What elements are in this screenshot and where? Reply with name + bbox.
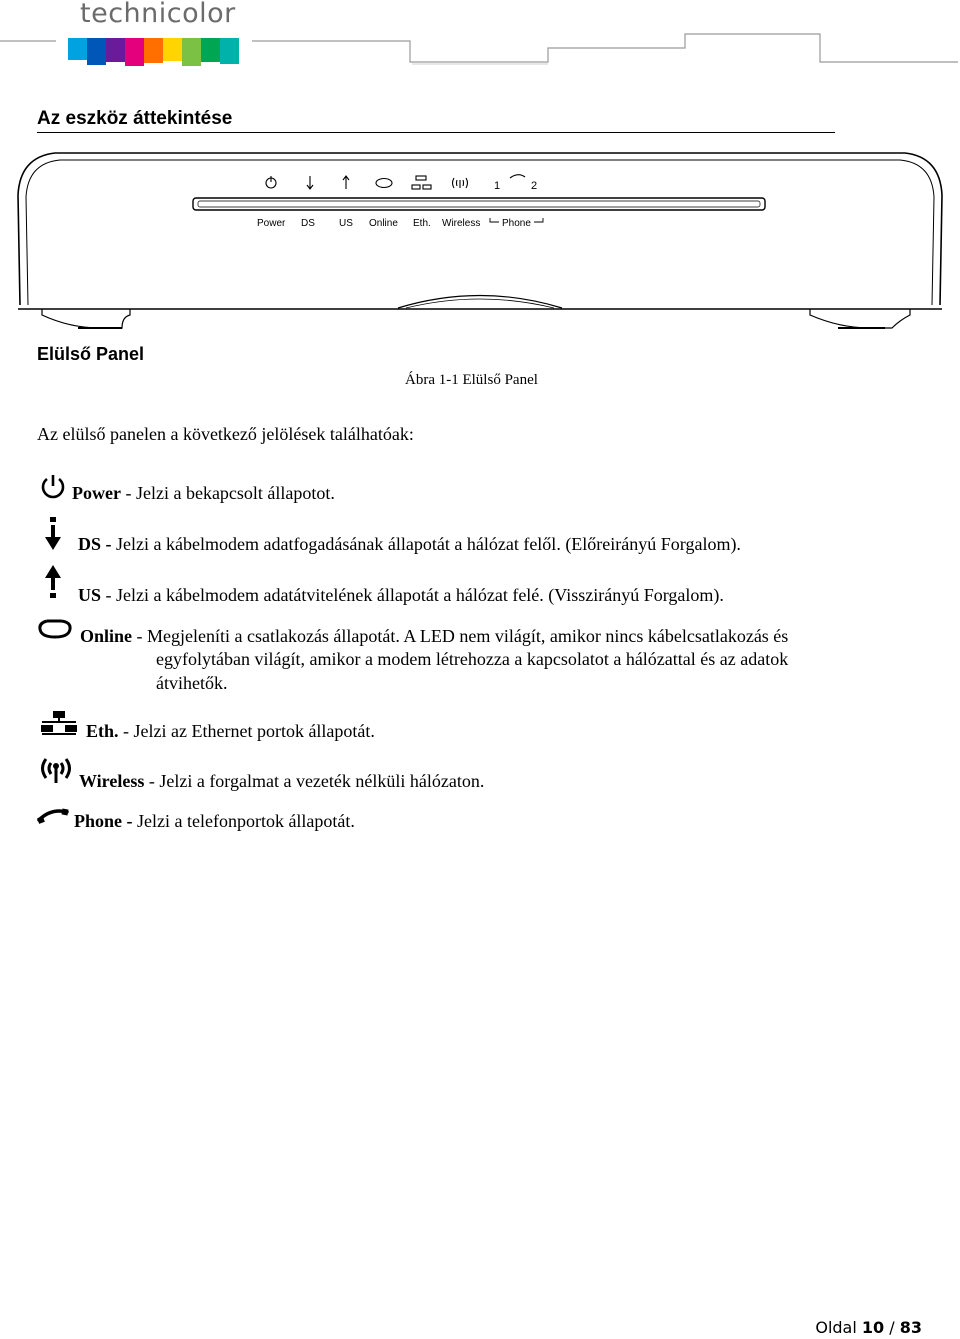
ethernet-icon	[40, 710, 78, 736]
page-label: Oldal	[815, 1318, 857, 1337]
item-term: DS -	[78, 534, 112, 554]
brand-logo	[64, 0, 244, 68]
led-label-ds: DS	[301, 218, 315, 229]
subsection-title: Elülső Panel	[37, 344, 145, 364]
list-item-wireless	[79, 770, 484, 793]
logo-bar	[201, 38, 220, 62]
item-description: - Jelzi a bekapcsolt állapotot.	[120, 483, 335, 503]
list-item-online-continued-2: átvihetők.	[156, 673, 228, 693]
list-item-phone	[74, 810, 355, 833]
led-label-us: US	[339, 218, 353, 229]
list-item-online-continued: egyfolytában világít, amikor a modem létrehozza a kapcsolatot a hálózattal és az adatok	[156, 649, 789, 669]
logo-bar	[182, 38, 201, 66]
list-item-us	[78, 584, 724, 607]
item-term: US	[78, 585, 102, 605]
logo-bar	[106, 38, 125, 62]
logo-bar	[125, 38, 144, 66]
downstream-arrow-icon	[44, 516, 62, 552]
list-item-ds	[78, 533, 741, 556]
item-term: Eth.	[86, 721, 119, 741]
power-icon	[40, 473, 66, 499]
page-separator: /	[889, 1318, 895, 1337]
led-label-power: Power	[257, 218, 286, 229]
item-term: Wireless	[79, 771, 145, 791]
figure-caption: Ábra 1-1 Elülső Panel	[405, 372, 538, 388]
wireless-icon	[38, 756, 74, 784]
logo-bar	[163, 38, 182, 61]
led-label-online: Online	[369, 218, 398, 229]
item-description: Jelzi a telefonportok állapotát.	[132, 811, 355, 831]
item-description: - Megjeleníti a csatlakozás állapotát. A LED nem világít, amikor nincs kábelcsatlakozás és	[132, 626, 789, 646]
logo-bar	[144, 38, 163, 63]
phone-port-2-label: 2	[531, 180, 538, 192]
logo-bar	[220, 38, 239, 64]
intro-text: Az elülső panelen a következő jelölések találhatóak:	[37, 424, 414, 444]
title-rule	[37, 132, 835, 133]
led-label-eth: Eth.	[413, 218, 431, 229]
section-title: Az eszköz áttekintése	[37, 108, 233, 129]
item-description: Jelzi a kábelmodem adatfogadásának állapotát a hálózat felől. (Előreirányú Forgalom).	[111, 534, 741, 554]
logo-bar	[87, 38, 106, 65]
item-term: Power	[72, 483, 121, 503]
list-item-online	[80, 625, 788, 648]
page-number	[815, 1318, 922, 1337]
item-description: - Jelzi az Ethernet portok állapotát.	[118, 721, 375, 741]
led-label-wireless: Wireless	[442, 218, 481, 229]
brand-name: technicolor	[80, 0, 236, 29]
list-item-eth	[86, 720, 375, 743]
current-page: 10	[861, 1318, 885, 1337]
led-label-phone: Phone	[502, 218, 531, 229]
online-icon	[37, 617, 73, 641]
item-term: Phone -	[74, 811, 133, 831]
item-description: - Jelzi a kábelmodem adatátvitelének állapotát a hálózat felé. (Visszirányú Forgalom).	[101, 585, 724, 605]
logo-bar	[68, 38, 87, 60]
device-front-panel-figure	[10, 145, 950, 335]
item-description: - Jelzi a forgalmat a vezeték nélküli hálózaton.	[144, 771, 485, 791]
upstream-arrow-icon	[44, 564, 62, 600]
phone-icon	[37, 806, 69, 824]
phone-port-1-label: 1	[494, 180, 501, 192]
list-item-power	[72, 482, 335, 505]
item-term: Online	[80, 626, 133, 646]
total-pages: 83	[899, 1318, 922, 1337]
